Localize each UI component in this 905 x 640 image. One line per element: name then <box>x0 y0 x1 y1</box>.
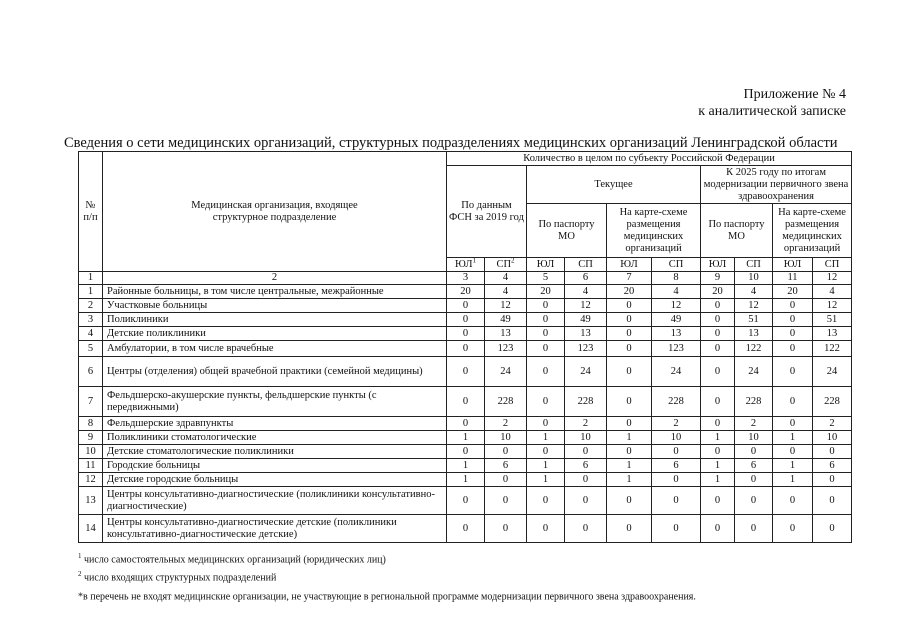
value-cell: 49 <box>485 313 527 327</box>
value-cell: 12 <box>652 299 701 313</box>
value-cell: 13 <box>652 327 701 341</box>
value-cell: 10 <box>735 431 773 445</box>
table-row <box>79 473 852 487</box>
value-cell: 0 <box>607 341 652 357</box>
header-sp: СП <box>652 258 701 272</box>
value-cell: 6 <box>735 459 773 473</box>
value-cell: 0 <box>773 515 813 543</box>
colnum: 12 <box>813 272 852 285</box>
row-number: 5 <box>79 341 103 357</box>
value-cell: 0 <box>652 473 701 487</box>
header-sp: $СП^2$ <box>485 258 527 272</box>
value-cell: 4 <box>813 285 852 299</box>
footnote-text: число входящих структурных подразделений <box>81 572 277 584</box>
value-cell: 24 <box>485 357 527 387</box>
value-cell: 0 <box>701 487 735 515</box>
value-cell: 1 <box>701 431 735 445</box>
value-cell: 0 <box>607 445 652 459</box>
value-cell: 13 <box>485 327 527 341</box>
value-cell: 20 <box>447 285 485 299</box>
header-current: Текущее <box>527 166 701 204</box>
header-2025: К 2025 году по итогам модернизации первичного звена здравоохранения <box>701 166 852 204</box>
value-cell: 0 <box>447 327 485 341</box>
value-cell: 1 <box>773 431 813 445</box>
organization-name: Фельдшерско-акушерские пункты, фельдшерские пункты (с передвижными) <box>103 387 447 417</box>
value-cell: 10 <box>652 431 701 445</box>
value-cell: 0 <box>485 487 527 515</box>
value-cell: 13 <box>735 327 773 341</box>
value-cell: 20 <box>701 285 735 299</box>
row-number: 9 <box>79 431 103 445</box>
value-cell: 1 <box>607 431 652 445</box>
value-cell: 0 <box>447 313 485 327</box>
value-cell: 1 <box>701 473 735 487</box>
value-cell: 1 <box>773 459 813 473</box>
value-cell: 1 <box>527 431 565 445</box>
value-cell: 0 <box>773 327 813 341</box>
appendix-line-1: Приложение № 4 <box>743 87 846 102</box>
value-cell: 12 <box>735 299 773 313</box>
header-passport-current: По паспорту МО <box>527 204 607 258</box>
value-cell: 122 <box>813 341 852 357</box>
value-cell: 123 <box>652 341 701 357</box>
table-row <box>79 327 852 341</box>
footnote-text: *в перечень не входят медицинские организации, не участвующие в региональной программе модернизации первичного звена здравоохранения. <box>78 590 696 602</box>
colnum: 6 <box>565 272 607 285</box>
value-cell: 0 <box>607 417 652 431</box>
header-fsn: По данным ФСН за 2019 год <box>447 166 527 258</box>
value-cell: 0 <box>527 387 565 417</box>
value-cell: 0 <box>607 313 652 327</box>
value-cell: 0 <box>652 445 701 459</box>
value-cell: 0 <box>447 341 485 357</box>
value-cell: 0 <box>607 487 652 515</box>
row-number: 4 <box>79 327 103 341</box>
value-cell: 0 <box>701 445 735 459</box>
value-cell: 2 <box>652 417 701 431</box>
table-row <box>79 515 852 543</box>
table-row <box>79 445 852 459</box>
value-cell: 0 <box>447 299 485 313</box>
value-cell: 24 <box>652 357 701 387</box>
footnote <box>78 549 696 567</box>
organization-name: Городские больницы <box>103 459 447 473</box>
value-cell: 0 <box>773 487 813 515</box>
table-row <box>79 431 852 445</box>
organization-name: Фельдшерские здравпункты <box>103 417 447 431</box>
header-map-2025: На карте-схеме размещения медицинских организаций <box>773 204 852 258</box>
row-number: 7 <box>79 387 103 417</box>
value-cell: 0 <box>527 357 565 387</box>
value-cell: 12 <box>485 299 527 313</box>
value-cell: 0 <box>701 341 735 357</box>
value-cell: 0 <box>447 387 485 417</box>
header-org: Медицинская организация, входящее структурное подразделение <box>103 152 447 272</box>
value-cell: 6 <box>652 459 701 473</box>
value-cell: 0 <box>773 445 813 459</box>
value-cell: 0 <box>485 445 527 459</box>
value-cell: 0 <box>701 417 735 431</box>
table-row <box>79 357 852 387</box>
organization-name: Поликлиники стоматологические <box>103 431 447 445</box>
header-sp: СП <box>813 258 852 272</box>
value-cell: 228 <box>485 387 527 417</box>
footnote-mark: 1 <box>78 552 82 560</box>
value-cell: 4 <box>735 285 773 299</box>
value-cell: 0 <box>447 417 485 431</box>
value-cell: 0 <box>527 445 565 459</box>
value-cell: 0 <box>527 327 565 341</box>
value-cell: 24 <box>565 357 607 387</box>
value-cell: 20 <box>527 285 565 299</box>
value-cell: 2 <box>813 417 852 431</box>
value-cell: 123 <box>485 341 527 357</box>
footnote <box>78 567 696 585</box>
value-cell: 1 <box>447 431 485 445</box>
table-row <box>79 487 852 515</box>
header-num: № п/п <box>79 152 103 272</box>
value-cell: 0 <box>527 299 565 313</box>
value-cell: 2 <box>485 417 527 431</box>
value-cell: 24 <box>813 357 852 387</box>
organization-name: Центры консультативно-диагностические (поликлиники консультативно-диагностические) <box>103 487 447 515</box>
value-cell: 51 <box>735 313 773 327</box>
colnum: 9 <box>701 272 735 285</box>
value-cell: 2 <box>565 417 607 431</box>
colnum: 3 <box>447 272 485 285</box>
value-cell: 0 <box>735 515 773 543</box>
value-cell: 0 <box>527 515 565 543</box>
value-cell: 0 <box>813 487 852 515</box>
row-number: 3 <box>79 313 103 327</box>
value-cell: 0 <box>735 473 773 487</box>
value-cell: 0 <box>773 417 813 431</box>
value-cell: 228 <box>735 387 773 417</box>
value-cell: 0 <box>701 515 735 543</box>
value-cell: 1 <box>527 459 565 473</box>
colnum: 11 <box>773 272 813 285</box>
value-cell: 49 <box>565 313 607 327</box>
value-cell: 0 <box>735 487 773 515</box>
value-cell: 1 <box>701 459 735 473</box>
value-cell: 13 <box>813 327 852 341</box>
value-cell: 20 <box>607 285 652 299</box>
organization-name: Детские стоматологические поликлиники <box>103 445 447 459</box>
footnote-text: число самостоятельных медицинских организаций (юридических лиц) <box>81 554 386 566</box>
organization-name: Участковые больницы <box>103 299 447 313</box>
value-cell: 1 <box>607 473 652 487</box>
colnum: 1 <box>79 272 103 285</box>
value-cell: 0 <box>565 515 607 543</box>
value-cell: 12 <box>565 299 607 313</box>
value-cell: 0 <box>607 387 652 417</box>
row-number: 12 <box>79 473 103 487</box>
colnum: 10 <box>735 272 773 285</box>
table-row <box>79 459 852 473</box>
table-row <box>79 417 852 431</box>
value-cell: 13 <box>565 327 607 341</box>
organization-name: Центры консультативно-диагностические детские (поликлиники консультативно-диагностические детские) <box>103 515 447 543</box>
value-cell: 0 <box>773 387 813 417</box>
value-cell: 20 <box>773 285 813 299</box>
value-cell: 4 <box>485 285 527 299</box>
organization-name: Детские поликлиники <box>103 327 447 341</box>
footnotes <box>78 549 696 604</box>
header-map-current: На карте-схеме размещения медицинских организаций <box>607 204 701 258</box>
value-cell: 51 <box>813 313 852 327</box>
header-sp: СП <box>735 258 773 272</box>
value-cell: 0 <box>607 299 652 313</box>
value-cell: 0 <box>813 515 852 543</box>
value-cell: 0 <box>447 515 485 543</box>
value-cell: 0 <box>607 357 652 387</box>
value-cell: 24 <box>735 357 773 387</box>
value-cell: 6 <box>813 459 852 473</box>
value-cell: 0 <box>701 313 735 327</box>
value-cell: 1 <box>773 473 813 487</box>
colnum: 5 <box>527 272 565 285</box>
value-cell: 6 <box>565 459 607 473</box>
value-cell: 228 <box>813 387 852 417</box>
colnum: 7 <box>607 272 652 285</box>
value-cell: 0 <box>813 445 852 459</box>
table-row <box>79 341 852 357</box>
value-cell: 0 <box>701 299 735 313</box>
value-cell: 10 <box>813 431 852 445</box>
header-yul: ЮЛ <box>701 258 735 272</box>
document-title: Сведения о сети медицинских организаций, структурных подразделениях медицинских организаций Ленинградской области <box>64 135 838 151</box>
value-cell: 0 <box>447 487 485 515</box>
value-cell: 0 <box>813 473 852 487</box>
value-cell: 0 <box>735 445 773 459</box>
value-cell: 49 <box>652 313 701 327</box>
value-cell: 4 <box>652 285 701 299</box>
colnum: 4 <box>485 272 527 285</box>
value-cell: 1 <box>447 473 485 487</box>
value-cell: 10 <box>485 431 527 445</box>
value-cell: 0 <box>607 327 652 341</box>
value-cell: 0 <box>773 299 813 313</box>
value-cell: 10 <box>565 431 607 445</box>
row-number: 8 <box>79 417 103 431</box>
organization-name: Амбулатории, в том числе врачебные <box>103 341 447 357</box>
header-sp: СП <box>565 258 607 272</box>
value-cell: 12 <box>813 299 852 313</box>
header-yul: ЮЛ <box>607 258 652 272</box>
value-cell: 0 <box>607 515 652 543</box>
value-cell: 0 <box>447 445 485 459</box>
value-cell: 0 <box>652 515 701 543</box>
value-cell: 0 <box>773 341 813 357</box>
table-row <box>79 313 852 327</box>
value-cell: 0 <box>773 313 813 327</box>
footnote <box>78 586 696 604</box>
row-number: 13 <box>79 487 103 515</box>
value-cell: 0 <box>485 473 527 487</box>
value-cell: 0 <box>701 387 735 417</box>
value-cell: 0 <box>527 487 565 515</box>
row-number: 10 <box>79 445 103 459</box>
value-cell: 0 <box>527 313 565 327</box>
row-number: 14 <box>79 515 103 543</box>
colnum: 8 <box>652 272 701 285</box>
value-cell: 1 <box>447 459 485 473</box>
footnote-mark: 2 <box>78 570 82 579</box>
row-number: 1 <box>79 285 103 299</box>
value-cell: 0 <box>565 487 607 515</box>
colnum: 2 <box>103 272 447 285</box>
value-cell: 0 <box>652 487 701 515</box>
value-cell: 1 <box>607 459 652 473</box>
table-row <box>79 299 852 313</box>
value-cell: 228 <box>652 387 701 417</box>
value-cell: 0 <box>565 473 607 487</box>
value-cell: 0 <box>485 515 527 543</box>
table-row <box>79 387 852 417</box>
value-cell: 0 <box>565 445 607 459</box>
header-yul: $ЮЛ^1$ <box>447 258 485 272</box>
value-cell: 123 <box>565 341 607 357</box>
value-cell: 0 <box>527 417 565 431</box>
value-cell: 6 <box>485 459 527 473</box>
appendix-line-2: к аналитической записке <box>698 104 846 119</box>
row-number: 11 <box>79 459 103 473</box>
value-cell: 0 <box>447 357 485 387</box>
organization-name: Поликлиники <box>103 313 447 327</box>
value-cell: 122 <box>735 341 773 357</box>
header-total: Количество в целом по субъекту Российской Федерации <box>447 152 852 166</box>
value-cell: 4 <box>565 285 607 299</box>
row-number: 6 <box>79 357 103 387</box>
value-cell: 1 <box>527 473 565 487</box>
medical-network-table <box>78 151 852 543</box>
value-cell: 2 <box>735 417 773 431</box>
organization-name: Детские городские больницы <box>103 473 447 487</box>
table-row <box>79 285 852 299</box>
header-passport-2025: По паспорту МО <box>701 204 773 258</box>
appendix-label <box>698 86 846 120</box>
value-cell: 0 <box>773 357 813 387</box>
value-cell: 0 <box>701 327 735 341</box>
organization-name: Центры (отделения) общей врачебной практики (семейной медицины) <box>103 357 447 387</box>
header-yul: ЮЛ <box>527 258 565 272</box>
organization-name: Районные больницы, в том числе центральные, межрайонные <box>103 285 447 299</box>
row-number: 2 <box>79 299 103 313</box>
value-cell: 0 <box>701 357 735 387</box>
value-cell: 0 <box>527 341 565 357</box>
header-yul: ЮЛ <box>773 258 813 272</box>
value-cell: 228 <box>565 387 607 417</box>
column-numbers-row <box>79 272 852 285</box>
